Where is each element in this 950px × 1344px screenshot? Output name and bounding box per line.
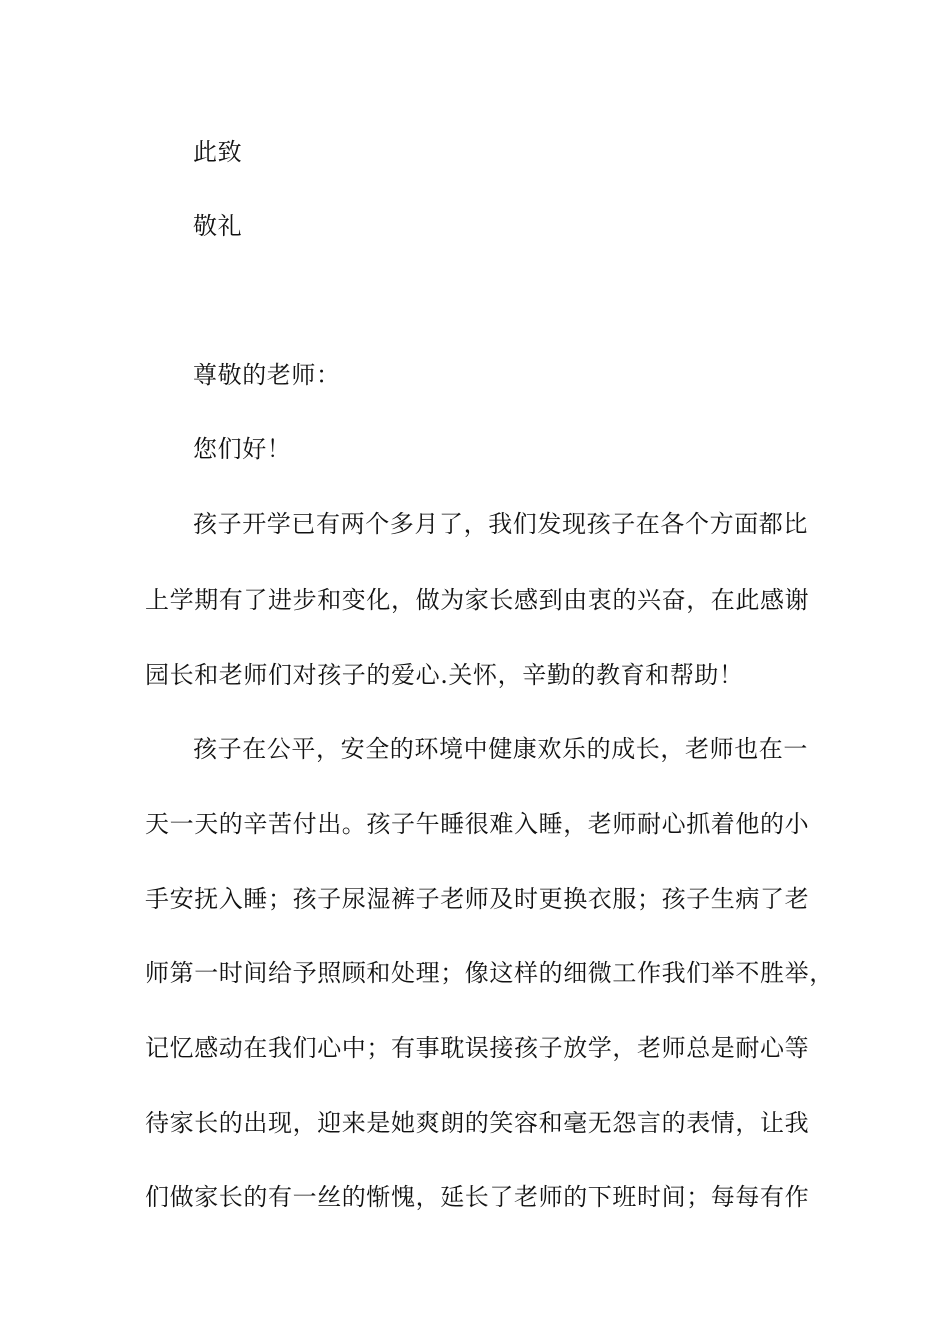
body-line-1: 孩子开学已有两个多月了，我们发现孩子在各个方面都比 xyxy=(193,510,808,538)
greeting: 您们好！ xyxy=(193,435,292,463)
closing-line-2: 敬礼 xyxy=(193,212,243,240)
body-line-2: 上学期有了进步和变化，做为家长感到由衷的兴奋，在此感谢 xyxy=(145,586,810,614)
body-line-6: 手安抚入睡；孩子尿湿裤子老师及时更换衣服；孩子生病了老 xyxy=(145,885,810,913)
salutation: 尊敬的老师： xyxy=(193,361,341,389)
body-line-3: 园长和老师们对孩子的爱心.关怀，辛勤的教育和帮助！ xyxy=(145,661,744,689)
body-line-7: 师第一时间给予照顾和处理；像这样的细微工作我们举不胜举， xyxy=(145,959,834,987)
closing-line-1: 此致 xyxy=(193,138,243,166)
body-line-8: 记忆感动在我们心中；有事耽误接孩子放学，老师总是耐心等 xyxy=(145,1034,810,1062)
body-line-4: 孩子在公平，安全的环境中健康欢乐的成长，老师也在一 xyxy=(193,735,808,763)
body-line-9: 待家长的出现，迎来是她爽朗的笑容和毫无怨言的表情，让我 xyxy=(145,1109,810,1137)
body-line-5: 天一天的辛苦付出。孩子午睡很难入睡，老师耐心抓着他的小 xyxy=(145,810,810,838)
body-line-10: 们做家长的有一丝的惭愧，延长了老师的下班时间；每每有作 xyxy=(145,1183,810,1211)
